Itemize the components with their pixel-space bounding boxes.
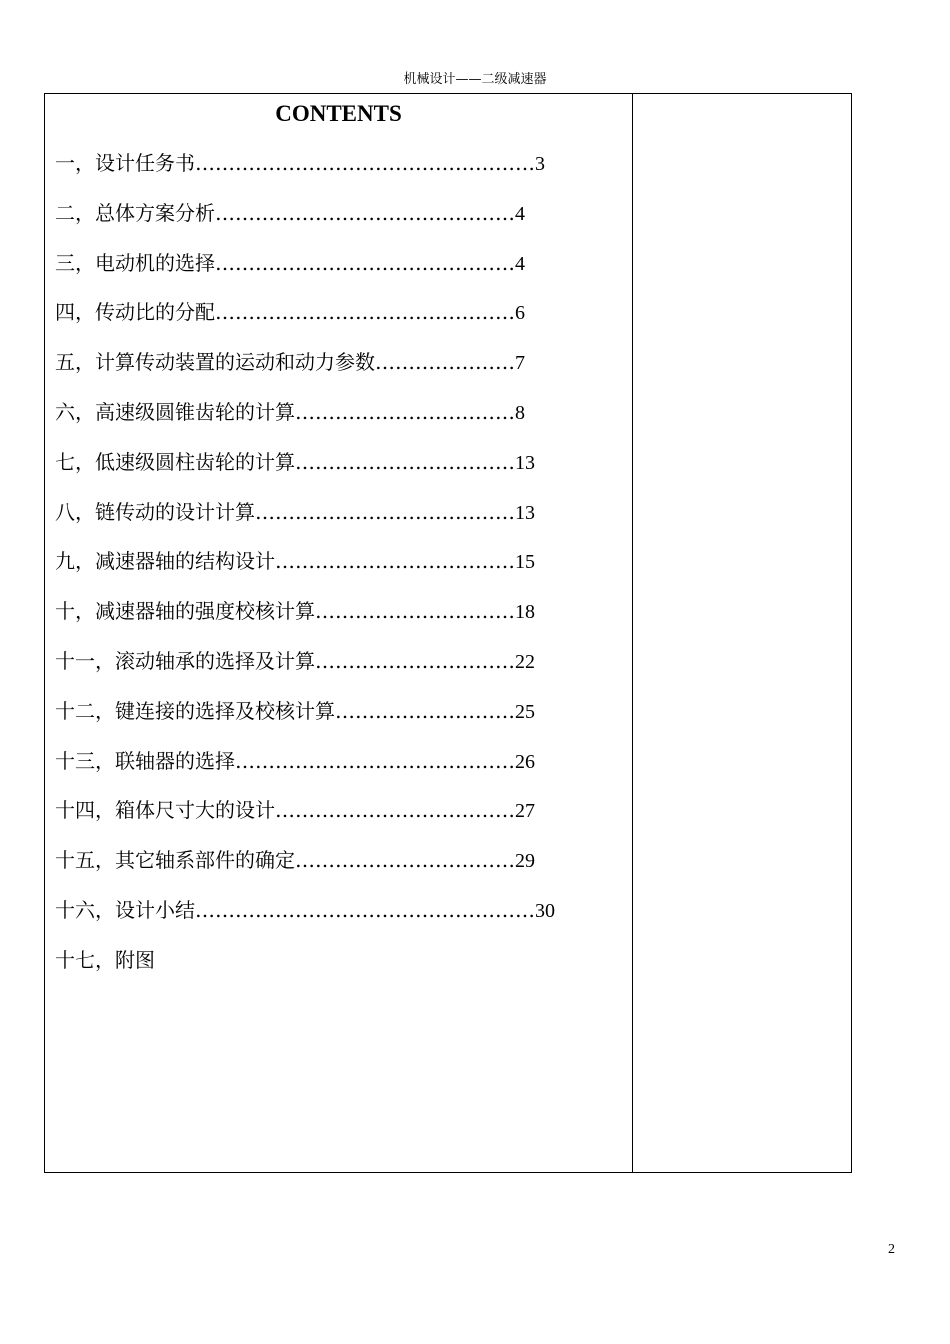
- toc-entry-label: 十七，附图: [55, 947, 155, 972]
- toc-entry-page: 8: [515, 401, 525, 424]
- toc-entry-leader: ………………………………………: [215, 200, 515, 225]
- toc-entry[interactable]: [55, 646, 615, 696]
- toc-entry-leader: ………………………………………: [215, 300, 515, 325]
- page-number: 2: [888, 1242, 895, 1257]
- toc-entry[interactable]: [55, 845, 615, 895]
- toc-entry-page: 4: [515, 252, 525, 275]
- table-frame: [44, 93, 852, 1173]
- toc-entry-label: 十三，联轴器的选择: [55, 748, 235, 773]
- toc-entry-page: 13: [515, 451, 535, 474]
- toc-entry[interactable]: [55, 447, 615, 497]
- toc-entry[interactable]: [55, 297, 615, 347]
- toc-entry-leader: ……………………………: [295, 449, 515, 474]
- toc-entry-leader: ……………………………………………: [195, 151, 535, 175]
- toc-entry[interactable]: [55, 546, 615, 596]
- toc-entry-page: 7: [515, 352, 525, 375]
- toc-entry-label: 三，电动机的选择: [55, 250, 215, 275]
- toc-entry[interactable]: [55, 596, 615, 646]
- toc-entry-label: 十五，其它轴系部件的确定: [55, 848, 295, 873]
- toc-entry[interactable]: [55, 795, 615, 845]
- toc-entry-page: 30: [535, 899, 555, 922]
- toc-entry[interactable]: [55, 945, 615, 995]
- toc-entry-label: 十六，设计小结: [55, 897, 195, 922]
- toc-entry-page: 6: [515, 302, 525, 325]
- toc-entry-page: 13: [515, 501, 535, 524]
- toc-entry-page: 4: [515, 202, 525, 225]
- toc-entry-page: 18: [515, 601, 535, 624]
- toc-entry-label: 九，减速器轴的结构设计: [55, 549, 275, 574]
- toc-list: [55, 148, 615, 995]
- toc-entry-label: 十四，箱体尺寸大的设计: [55, 798, 275, 823]
- toc-entry-leader: ………………………………: [275, 549, 515, 574]
- toc-entry[interactable]: [55, 895, 615, 945]
- toc-entry-leader: ………………………: [335, 698, 515, 723]
- toc-entry[interactable]: [55, 696, 615, 746]
- toc-entry-label: 一，设计任务书: [55, 151, 195, 175]
- toc-entry-label: 十二，键连接的选择及校核计算: [55, 698, 335, 723]
- toc-entry-page: 15: [515, 551, 535, 574]
- toc-entry[interactable]: [55, 248, 615, 298]
- toc-entry-leader: …………………: [375, 350, 515, 375]
- toc-entry-leader: ……………………………………………: [195, 897, 535, 922]
- toc-entry-page: 27: [515, 800, 535, 823]
- toc-entry-leader: …………………………: [315, 599, 515, 624]
- toc-entry-leader: ……………………………: [295, 399, 515, 424]
- toc-entry-leader: ………………………………: [275, 798, 515, 823]
- running-header: 机械设计——二级减速器: [403, 72, 547, 87]
- toc-entry-label: 四，传动比的分配: [55, 300, 215, 325]
- toc-entry-page: 26: [515, 750, 535, 773]
- toc-entry-label: 二，总体方案分析: [55, 200, 215, 225]
- column-divider: [632, 94, 633, 1172]
- toc-entry-label: 七，低速级圆柱齿轮的计算: [55, 449, 295, 474]
- toc-entry-page: 3: [535, 153, 545, 175]
- toc-title: CONTENTS: [275, 101, 402, 126]
- toc-entry-label: 五，计算传动装置的运动和动力参数: [55, 350, 375, 375]
- toc-entry-page: 22: [515, 650, 535, 673]
- toc-entry[interactable]: [55, 746, 615, 796]
- toc-entry-page: 25: [515, 700, 535, 723]
- toc-entry-label: 十一，滚动轴承的选择及计算: [55, 648, 315, 673]
- toc-entry-leader: ………………………………………: [215, 250, 515, 275]
- toc-entry[interactable]: [55, 397, 615, 447]
- toc-entry[interactable]: [55, 347, 615, 397]
- toc-entry-page: 29: [515, 850, 535, 873]
- toc-entry-label: 六，高速级圆锥齿轮的计算: [55, 399, 295, 424]
- toc-entry-leader: ……………………………………: [235, 748, 515, 773]
- toc-entry-leader: …………………………: [315, 648, 515, 673]
- toc-entry[interactable]: [55, 148, 615, 198]
- toc-entry-leader: …………………………………: [255, 499, 515, 524]
- toc-entry-label: 十，减速器轴的强度校核计算: [55, 599, 315, 624]
- toc-entry[interactable]: [55, 198, 615, 248]
- toc-entry-leader: ……………………………: [295, 848, 515, 873]
- toc-entry-label: 八，链传动的设计计算: [55, 499, 255, 524]
- toc-entry[interactable]: [55, 497, 615, 547]
